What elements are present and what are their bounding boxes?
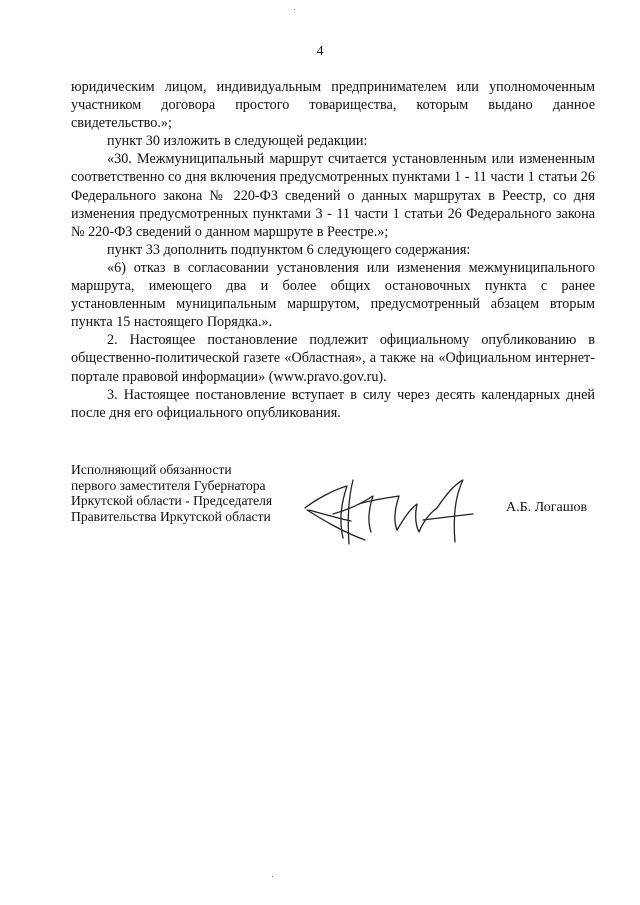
page-number: 4 [316,44,324,59]
signatory-title-line: Иркутской области - Председателя [71,493,273,508]
paragraph-continuation: юридическим лицом, индивидуальным предпринимателем или уполномоченным участником договора простого товарищества, которым выдано данное свидетельство.»; [71,79,595,132]
paragraph-item-33-subitem-6: «6) отказ в согласовании установления или изменения межмуниципального маршрута, имеющего два и более общих остановочных пункта с ранее установленным муниципальным маршрутом, предусмотренный абзацем вторым пункта 15 настоящего Порядка.». [71,259,595,331]
scan-speck [294,9,295,10]
document-body [71,78,595,422]
signatory-title-line: Правительства Иркутской области [71,508,271,524]
paragraph-item-30-text: «30. Межмуниципальный маршрут считается установленным или измененным соответственно со дня включения предусмотренных пунктами 1 - 11 части 1 статьи 26 Федерального закона № 220-ФЗ сведений о данных маршрутах в Реестр, со дня изменения предусмотренных пунктами 3 - 11 части 1 статьи 26 Федерального закона № 220-ФЗ сведений о данном маршруте в Реестре.»; [71,151,595,240]
scan-speck [272,876,273,877]
paragraph-item-33-intro: пункт 33 дополнить подпунктом 6 следующего содержания: [107,241,471,258]
signatory-title [71,462,331,524]
signatory-title-line: первого заместителя Губернатора [71,477,266,493]
handwritten-signature [303,474,475,548]
signer-name: А.Б. Логашов [506,500,588,515]
paragraph-clause-2: 2. Настоящее постановление подлежит официальному опубликованию в общественно-политической газете «Областная», а также на «Официальном интернет-портале правовой информации» (www.pravo.gov.ru). [71,332,595,385]
paragraph-clause-3: 3. Настоящее постановление вступает в силу через десять календарных дней после дня его официального опубликования. [71,386,595,421]
paragraph-item-30-intro: пункт 30 изложить в следующей редакции: [107,133,368,150]
signatory-title-line: Исполняющий обязанности [71,462,232,477]
